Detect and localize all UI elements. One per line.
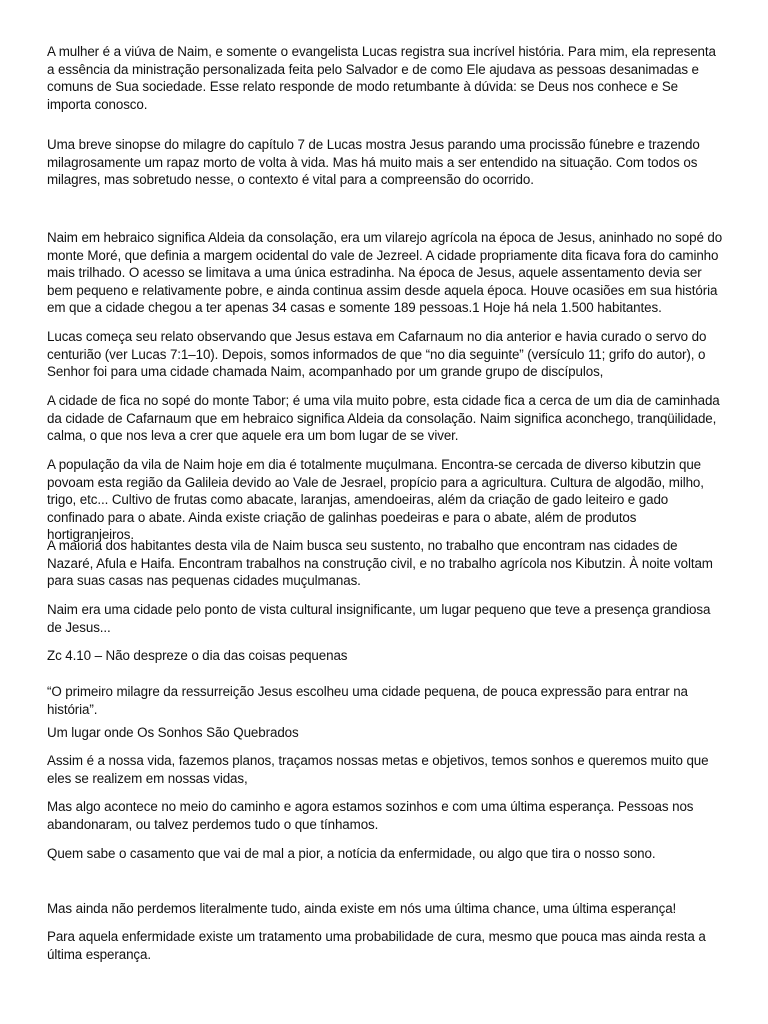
paragraph-our-life: Assim é a nossa vida, fazemos planos, traçamos nossas metas e objetivos, temos sonhos e queremos muito que eles se realizem em nossas vidas, — [47, 753, 709, 786]
paragraph-something-happens: Mas algo acontece no meio do caminho e agora estamos sozinhos e com uma última esperança. Pessoas nos abandonaram, ou talvez perdemos tudo o que tínhamos. — [47, 799, 694, 832]
paragraph-last-hope: Mas ainda não perdemos literalmente tudo, ainda existe em nós uma última chance, uma última esperança! — [47, 901, 677, 916]
paragraph-widow-of-naim: A mulher é a viúva de Naim, e somente o evangelista Lucas registra sua incrível história. Para mim, ela representa a essência da ministração personalizada feita pelo Salvador e de como Ele ajudava as pessoas desanimadas e comuns de Sua sociedade. Esse relato responde de modo retumbante à dúvida: se Deus nos conhece e Se importa conosco. — [47, 44, 716, 112]
paragraph-who-knows: Quem sabe o casamento que vai de mal a pior, a notícia da enfermidade, ou algo que tira o nosso sono. — [47, 846, 656, 861]
paragraph-inhabitants-work: A maioria dos habitantes desta vila de Naim busca seu sustento, no trabalho que encontram nas cidades de Nazaré, Afula e Haifa. Encontram trabalhos na construção civil, e no trabalho agrícola nos Kibutzin. À noite voltam para suas casas nas pequenas cidades muçulmanas. — [47, 538, 713, 588]
paragraph-quote: “O primeiro milagre da ressurreição Jesus escolheu uma cidade pequena, de pouca expressão para entrar na história”. — [47, 684, 688, 717]
paragraph-treatment: Para aquela enfermidade existe um tratamento uma probabilidade de cura, mesmo que pouca mas ainda resta a última esperança. — [47, 929, 706, 962]
paragraph-naim-meaning: Naim em hebraico significa Aldeia da consolação, era um vilarejo agrícola na época de Jesus, aninhado no sopé do monte Moré, que definia a margem ocidental do vale de Jezreel. A cidade propriamente dita ficava fora do caminho mais trilhado. O acesso se limitava a uma única estradinha. Na época de Jesus, aquele assentamento devia ser bem pequeno e relativamente pobre, e ainda continua assim desde aquela época. Houve ocasiões em sua história em que a cidade chegou a ter apenas 34 casas e somente 189 pessoas.1 Hoje há nela 1.500 habitantes. — [47, 230, 723, 315]
paragraph-luke-account: Lucas começa seu relato observando que Jesus estava em Cafarnaum no dia anterior e havia curado o servo do centurião (ver Lucas 7:1–10). Depois, somos informados de que “no dia seguinte” (versículo 11; grifo do autor), o Senhor foi para uma cidade chamada Naim, acompanhado por um grande grupo de discípulos, — [47, 329, 707, 379]
paragraph-zechariah-verse: Zc 4.10 – Não despreze o dia das coisas pequenas — [47, 648, 348, 663]
paragraph-synopsis: Uma breve sinopse do milagre do capítulo 7 de Lucas mostra Jesus parando uma procissão fúnebre e trazendo milagrosamente um rapaz morto de volta à vida. Mas há muito mais a ser entendido na situação. Com todos os milagres, mas sobretudo nesse, o contexto é vital para a compreensão do ocorrido. — [47, 137, 700, 187]
paragraph-population: A população da vila de Naim hoje em dia é totalmente muçulmana. Encontra-se cercada de diverso kibutzin que povoam esta região da Galileia devido ao Vale de Jesrael, propício para a agricultura. Cultura de algodão, milho, trigo, etc... Cultivo de frutas como abacate, laranjas, amendoeiras, além da criação de gado leiteiro e gado confinado para o abate. Ainda existe criação de galinhas poedeiras e para o abate, além de produtos hortigranjeiros. — [47, 457, 704, 542]
section-heading-dreams: Um lugar onde Os Sonhos São Quebrados — [47, 725, 299, 740]
paragraph-mount-tabor: A cidade de fica no sopé do monte Tabor; é uma vila muito pobre, esta cidade fica a cerca de um dia de caminhada da cidade de Cafarnaum que em hebraico significa Aldeia da consolação. Naim significa aconchego, tranqüilidade, calma, o que nos leva a crer que aquele era um bom lugar de se viver. — [47, 393, 720, 443]
paragraph-insignificant-city: Naim era uma cidade pelo ponto de vista cultural insignificante, um lugar pequeno que teve a presença grandiosa de Jesus... — [47, 602, 711, 635]
